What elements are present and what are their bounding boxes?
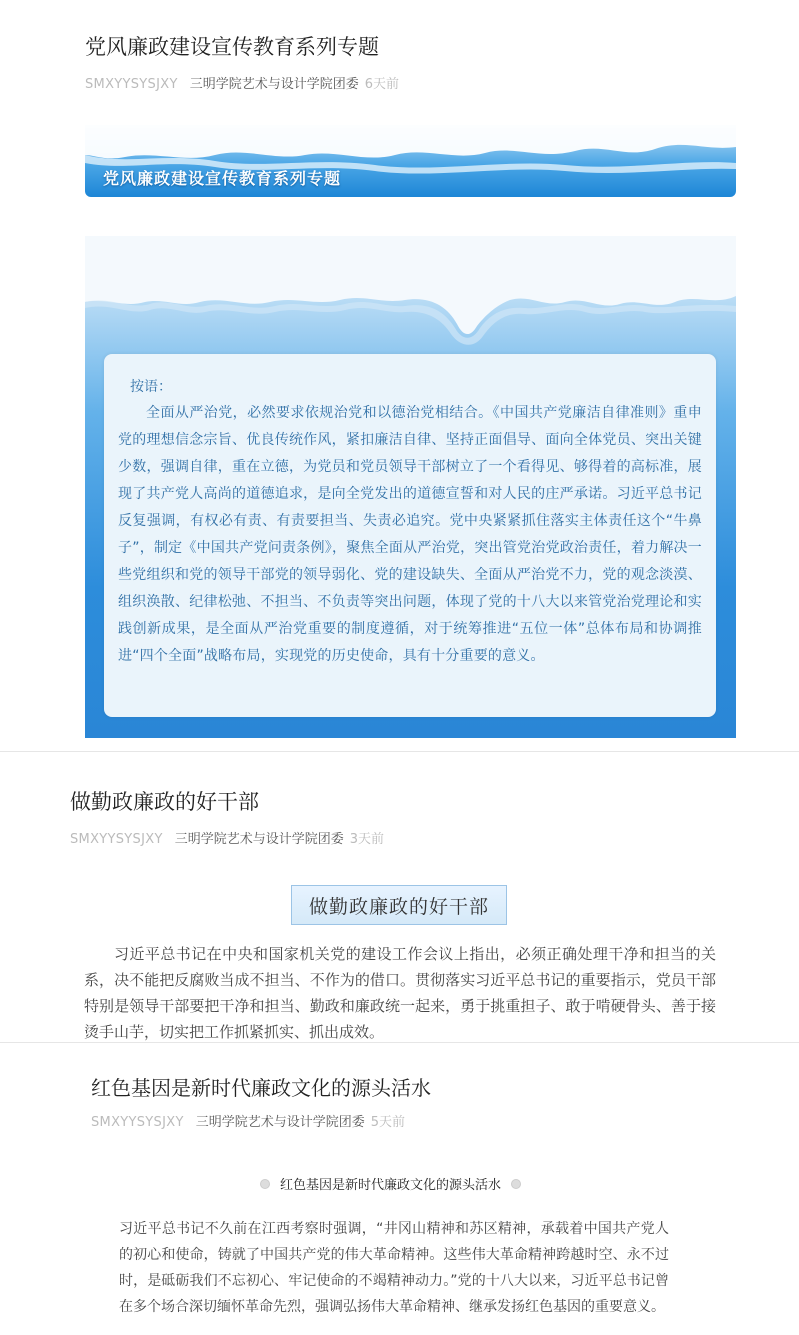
article-3-subtitle-text: 红色基因是新时代廉政文化的源头活水	[280, 1178, 502, 1193]
article-2-time: 3天前	[349, 832, 384, 847]
article-2-org[interactable]: 三明学院艺术与设计学院团委	[174, 832, 344, 847]
article-2-body: 习近平总书记在中央和国家机关党的建设工作会议上指出，必须正确处理干净和担当的关系，决不能把反腐败当成不担当、不作为的借口。贯彻落实习近平总书记的重要指示，党员干部特别是领导干部要把干净和担当、勤政和廉政统一起来，勇于挑重担子、敢于啃硬骨头、善于接烫手山芋，切实把工作抓紧抓实、抓出成效。	[84, 945, 716, 1041]
article-1-time: 6天前	[364, 77, 399, 92]
article-2-title[interactable]: 做勤政廉政的好干部	[70, 790, 259, 814]
poster-label: 按语：	[130, 379, 172, 395]
poster-body: 全面从严治党，必然要求依规治党和以德治党相结合。《中国共产党廉洁自律准则》重申党的理想信念宗旨、优良传统作风，紧扣廉洁自律、坚持正面倡导、面向全体党员、突出关键少数，强调自律，重在立德，为党员和党员领导干部树立了一个看得见、够得着的高标准，展现了共产党人高尚的道德追求，是向全党发出的道德宣誓和对人民的庄严承诺。习近平总书记反复强调，有权必有责、有责要担当、失责必追究。党中央紧紧抓住落实主体责任这个“牛鼻子”，制定《中国共产党问责条例》，聚焦全面从严治党，突出管党治党政治责任，着力解决一些党组织和党的领导干部党的领导弱化、党的建设缺失、全面从严治党不力，党的观念淡漠、组织涣散、纪律松弛、不担当、不负责等突出问题，体现了党的十八大以来管党治党理论和实践创新成果，是全面从严治党重要的制度遵循，对于统筹推进“五位一体”总体布局和协调推进“四个全面”战略布局，实现党的历史使命，具有十分重要的意义。	[118, 405, 702, 664]
article-2-meta	[70, 828, 384, 847]
article-3-account[interactable]: SMXYYSYSJXY	[91, 1115, 184, 1130]
article-3-subtitle	[250, 1174, 531, 1193]
article-3-time: 5天前	[370, 1115, 405, 1130]
article-1-poster	[85, 236, 736, 738]
bullet-dot-icon	[260, 1179, 270, 1189]
article-1-account[interactable]: SMXYYSYSJXY	[85, 77, 178, 92]
article-1-title[interactable]: 党风廉政建设宣传教育系列专题	[85, 35, 379, 59]
article-1-org[interactable]: 三明学院艺术与设计学院团委	[189, 77, 359, 92]
article-1-banner-text: 党风廉政建设宣传教育系列专题	[103, 169, 342, 188]
article-2-account[interactable]: SMXYYSYSJXY	[70, 832, 163, 847]
article-divider	[0, 751, 799, 752]
article-3-meta	[91, 1111, 405, 1130]
article-3-body: 习近平总书记不久前在江西考察时强调，“井冈山精神和苏区精神，承载着中国共产党人的初心和使命，铸就了中国共产党的伟大革命精神。这些伟大革命精神跨越时空、永不过时，是砥砺我们不忘初心、牢记使命的不竭精神动力。”党的十八大以来，习近平总书记曾在多个场合深切缅怀革命先烈，强调弘扬伟大革命精神、继承发扬红色基因的重要意义。	[119, 1221, 669, 1315]
article-1-meta	[85, 73, 399, 92]
article-divider	[0, 1042, 799, 1043]
article-3-title[interactable]: 红色基因是新时代廉政文化的源头活水	[91, 1076, 431, 1100]
article-2-box-title: 做勤政廉政的好干部	[291, 885, 507, 925]
poster-panel	[104, 354, 716, 717]
bullet-dot-icon	[511, 1179, 521, 1189]
article-1-banner	[85, 125, 736, 197]
article-3-org[interactable]: 三明学院艺术与设计学院团委	[195, 1115, 365, 1130]
